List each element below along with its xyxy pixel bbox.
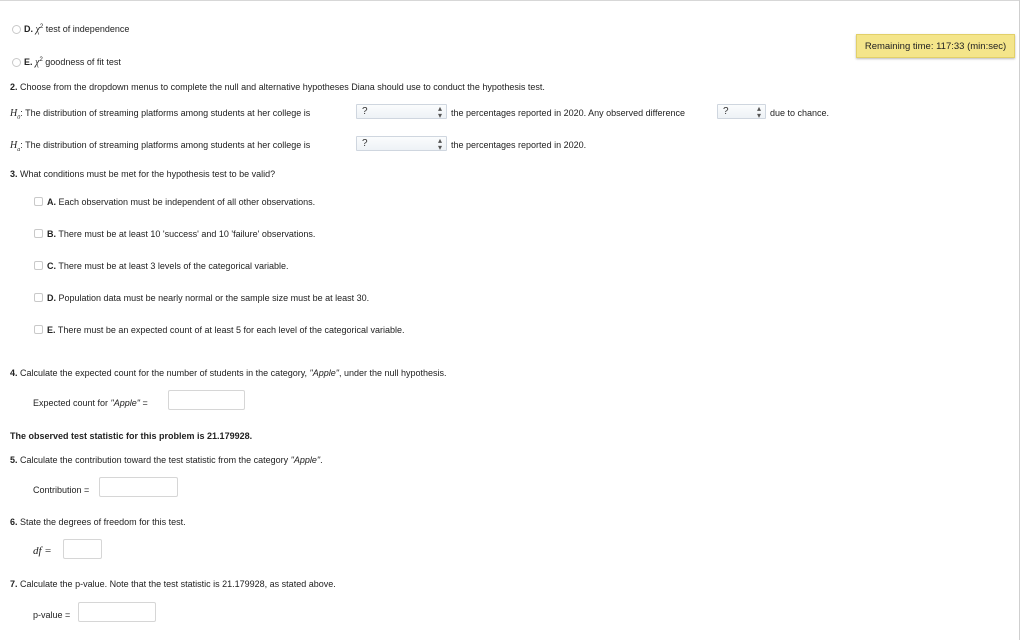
checkbox-condition-a[interactable] (34, 197, 43, 206)
h0-end-text: due to chance. (770, 108, 830, 118)
question-5-category: "Apple" (290, 455, 321, 465)
df-label: df = (33, 545, 52, 557)
expected-count-input[interactable] (168, 390, 245, 410)
checkbox-condition-b[interactable] (34, 229, 43, 238)
chi-symbol: χ (35, 24, 40, 35)
dropdown-value: ? (362, 106, 368, 117)
h0-difference-dropdown[interactable] (717, 104, 766, 119)
condition-letter: E. (47, 325, 56, 335)
condition-d-row[interactable] (47, 293, 369, 303)
contribution-input[interactable] (99, 477, 178, 497)
expected-count-category: "Apple" (110, 398, 140, 408)
ha-symbol: H (10, 140, 18, 151)
question-4-prompt (10, 368, 447, 378)
question-5-text-end: . (320, 455, 323, 465)
condition-e-row[interactable] (47, 325, 405, 335)
remaining-time-label: Remaining time: 117:33 (min:sec) (864, 40, 1007, 52)
question-7-prompt (10, 579, 336, 589)
question-5-prompt (10, 455, 323, 465)
dropdown-value: ? (723, 106, 729, 117)
question-4-text: Calculate the expected count for the number of students in the category, (20, 368, 310, 378)
p-value-input[interactable] (78, 602, 156, 622)
condition-letter: B. (47, 229, 56, 239)
question-6-number: 6. (10, 517, 18, 527)
question-4-text-end: , under the null hypothesis. (338, 368, 447, 378)
checkbox-condition-d[interactable] (34, 293, 43, 302)
chi-superscript: 2 (39, 24, 44, 30)
h0-distribution-dropdown[interactable] (356, 104, 447, 119)
option-e-text: goodness of fit test (45, 57, 121, 67)
h0-text: : The distribution of streaming platforms among students at her college is (20, 108, 311, 118)
option-d-row[interactable] (24, 24, 129, 35)
question-3-number: 3. (10, 169, 18, 179)
chi-superscript: 2 (39, 57, 43, 63)
ha-distribution-dropdown[interactable] (356, 136, 447, 151)
condition-text: There must be at least 10 'success' and 10 'failure' observations. (58, 229, 316, 239)
dropdown-arrows-icon: ▴ ▾ (756, 104, 761, 120)
question-4-category: "Apple" (309, 368, 339, 378)
expected-count-label-text: Expected count for (33, 398, 111, 408)
condition-text: There must be an expected count of at least 5 for each level of the categorical variable. (57, 325, 405, 335)
question-2-prompt (10, 82, 545, 92)
expected-count-label (33, 398, 148, 408)
test-statistic-note: The observed test statistic for this problem is 21.179928. (10, 431, 253, 441)
condition-text: Population data must be nearly normal or the sample size must be at least 30. (58, 293, 370, 303)
degrees-of-freedom-input[interactable] (63, 539, 102, 559)
question-6-prompt (10, 517, 186, 527)
question-5-text: Calculate the contribution toward the test statistic from the category (20, 455, 291, 465)
checkbox-condition-c[interactable] (34, 261, 43, 270)
condition-text: Each observation must be independent of all other observations. (58, 197, 316, 207)
question-3-text: What conditions must be met for the hypothesis test to be valid? (20, 169, 276, 179)
condition-text: There must be at least 3 levels of the categorical variable. (58, 261, 289, 271)
question-7-number: 7. (10, 579, 18, 589)
remaining-time-badge (856, 34, 1015, 58)
option-e-row[interactable] (24, 57, 121, 68)
condition-letter: D. (47, 293, 56, 303)
top-divider (0, 0, 1019, 5)
alt-hypothesis-row (10, 140, 310, 153)
option-d-text: test of independence (45, 24, 130, 34)
question-2-text: Choose from the dropdown menus to complete the null and alternative hypotheses Diana should use to conduct the hypothesis test. (20, 82, 545, 92)
h0-middle-text: the percentages reported in 2020. Any observed difference (451, 108, 685, 118)
chi-symbol: χ (35, 57, 40, 68)
h0-symbol: H (10, 108, 18, 119)
question-2-number: 2. (10, 82, 18, 92)
condition-c-row[interactable] (47, 261, 288, 271)
condition-a-row[interactable] (47, 197, 315, 207)
checkbox-condition-e[interactable] (34, 325, 43, 334)
dropdown-value: ? (362, 138, 368, 149)
condition-letter: A. (47, 197, 56, 207)
radio-option-e[interactable] (12, 58, 21, 67)
question-6-text: State the degrees of freedom for this test. (20, 517, 186, 527)
expected-count-equals: = (139, 398, 148, 408)
ha-end-text: the percentages reported in 2020. (451, 140, 587, 150)
h0-subscript: 0 (17, 114, 21, 121)
condition-b-row[interactable] (47, 229, 315, 239)
ha-text: : The distribution of streaming platforms among students at her college is (20, 140, 311, 150)
question-3-prompt (10, 169, 275, 179)
contribution-label: Contribution = (33, 485, 90, 495)
dropdown-arrows-icon: ▴ ▾ (437, 104, 442, 120)
null-hypothesis-row (10, 108, 310, 121)
radio-option-d[interactable] (12, 25, 21, 34)
dropdown-arrows-icon: ▴ ▾ (437, 136, 442, 152)
question-5-number: 5. (10, 455, 18, 465)
option-e-letter: E. (24, 57, 33, 67)
question-4-number: 4. (10, 368, 18, 378)
option-d-letter: D. (24, 24, 33, 34)
p-value-label: p-value = (33, 610, 71, 620)
condition-letter: C. (47, 261, 56, 271)
ha-subscript: a (17, 146, 21, 153)
question-7-text: Calculate the p-value. Note that the test statistic is 21.179928, as stated above. (20, 579, 336, 589)
